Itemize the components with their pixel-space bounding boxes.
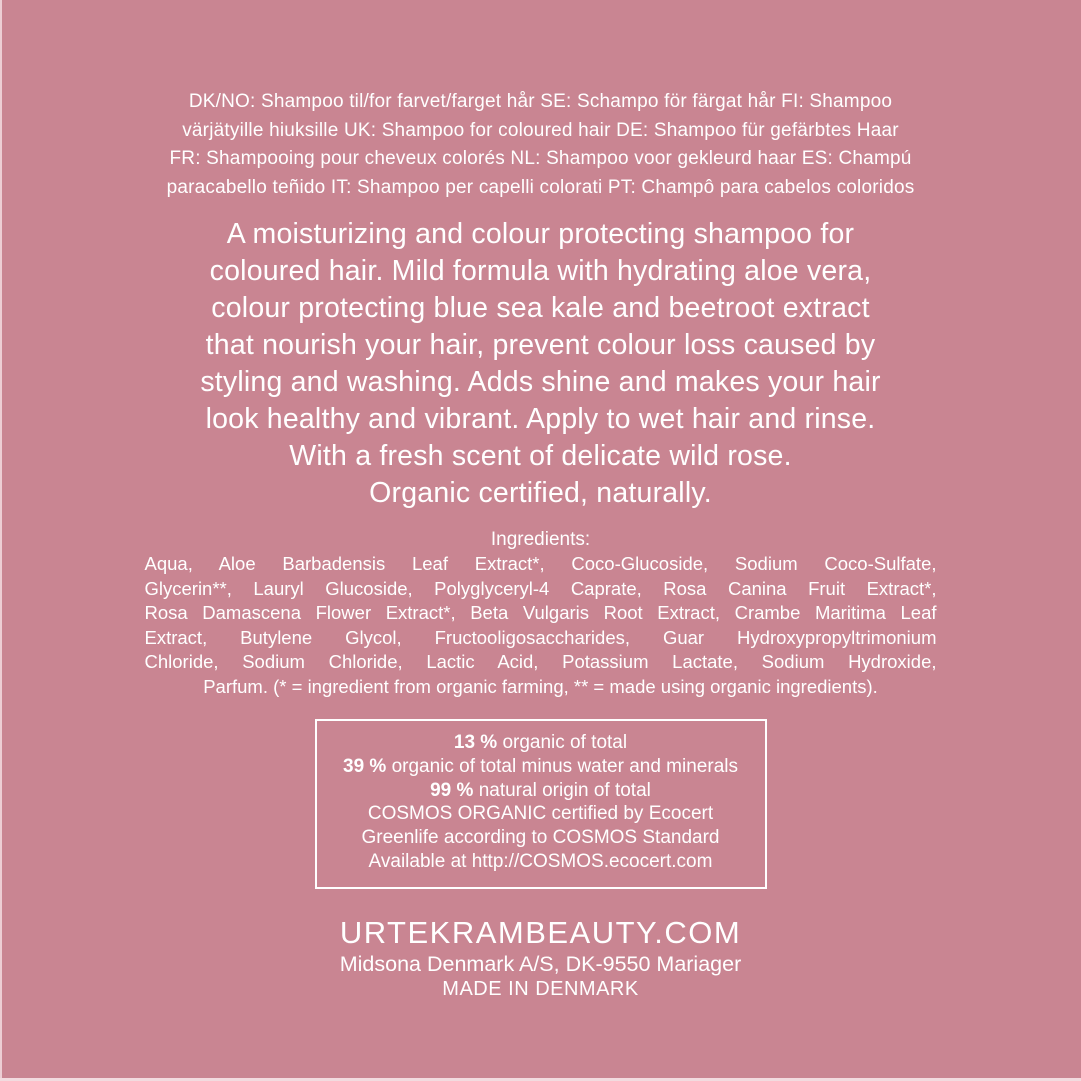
footer: [0, 914, 1081, 1002]
description-line: coloured hair. Mild formula with hydrating aloe vera,: [209, 255, 872, 287]
product-description: [0, 216, 1081, 512]
cosmos-certification-box: [315, 719, 767, 889]
description-line: styling and washing. Adds shine and makes your hair: [200, 366, 881, 398]
description-line: With a fresh scent of delicate wild rose.: [289, 440, 792, 472]
ingredients-line: Extract, Butylene Glycol, Fructooligosaccharides, Guar Hydroxypropyltrimonium: [144, 626, 937, 648]
website-url: URTEKRAMBEAUTY.COM: [339, 915, 742, 950]
certification-text: COSMOS ORGANIC certified by Ecocert: [367, 803, 714, 825]
ingredients-line: Glycerin**, Lauryl Glucoside, Polyglyceryl-4 Caprate, Rosa Canina Fruit Extract*,: [144, 577, 937, 599]
ingredients-section: [145, 527, 937, 700]
multilingual-line: FR: Shampooing pour cheveux colorés NL: Shampoo voor gekleurd haar ES: Champú: [169, 148, 912, 169]
multilingual-line: paracabello teñido IT: Shampoo per capelli colorati PT: Champô para cabelos coloridos: [166, 176, 915, 198]
description-line: Organic certified, naturally.: [369, 477, 712, 509]
ingredients-organic-note: Parfum. (* = ingredient from organic farming, ** = made using organic ingredients).: [203, 675, 878, 697]
description-line: colour protecting blue sea kale and beetroot extract: [211, 292, 870, 324]
certification-line: [321, 731, 761, 755]
certification-percentage: 99 %: [430, 779, 474, 801]
ingredients-line: Aqua, Aloe Barbadensis Leaf Extract*, Coco-Glucoside, Sodium Coco-Sulfate,: [144, 553, 937, 574]
ingredients-line: Rosa Damascena Flower Extract*, Beta Vulgaris Root Extract, Crambe Maritima Leaf: [144, 602, 937, 624]
manufacturer-address: Midsona Denmark A/S, DK-9550 Mariager: [339, 952, 742, 976]
certification-text: organic of total minus water and minerals: [386, 755, 738, 777]
certification-line: [321, 755, 761, 779]
certification-text: natural origin of total: [473, 779, 651, 801]
ingredients-line: Chloride, Sodium Chloride, Lactic Acid, Potassium Lactate, Sodium Hydroxide,: [144, 651, 937, 673]
certification-line: [321, 779, 761, 803]
certification-percentage: 13 %: [453, 732, 498, 753]
multilingual-line: värjätyille hiuksille UK: Shampoo for coloured hair DE: Shampoo für gefärbtes Haar: [182, 119, 899, 141]
certification-text: Greenlife according to COSMOS Standard: [361, 827, 720, 849]
label-left-edge: [0, 0, 2, 1081]
description-line: that nourish your hair, prevent colour loss caused by: [205, 329, 876, 361]
ingredients-heading: Ingredients:: [490, 529, 591, 550]
certification-line: [321, 802, 761, 826]
description-line: A moisturizing and colour protecting shampoo for: [226, 218, 855, 250]
description-line: look healthy and vibrant. Apply to wet hair and rinse.: [205, 403, 876, 435]
certification-line: [321, 826, 761, 850]
certification-line: [321, 850, 761, 874]
made-in-denmark-label: MADE IN DENMARK: [442, 978, 639, 1000]
certification-url: Available at http://COSMOS.ecocert.com: [368, 850, 713, 872]
certification-text: organic of total: [497, 732, 628, 753]
certification-percentage: 39 %: [343, 755, 387, 777]
multilingual-line: DK/NO: Shampoo til/for farvet/farget hår SE: Schampo för färgat hår FI: Shampoo: [188, 91, 893, 112]
multilingual-product-names: [0, 88, 1081, 202]
